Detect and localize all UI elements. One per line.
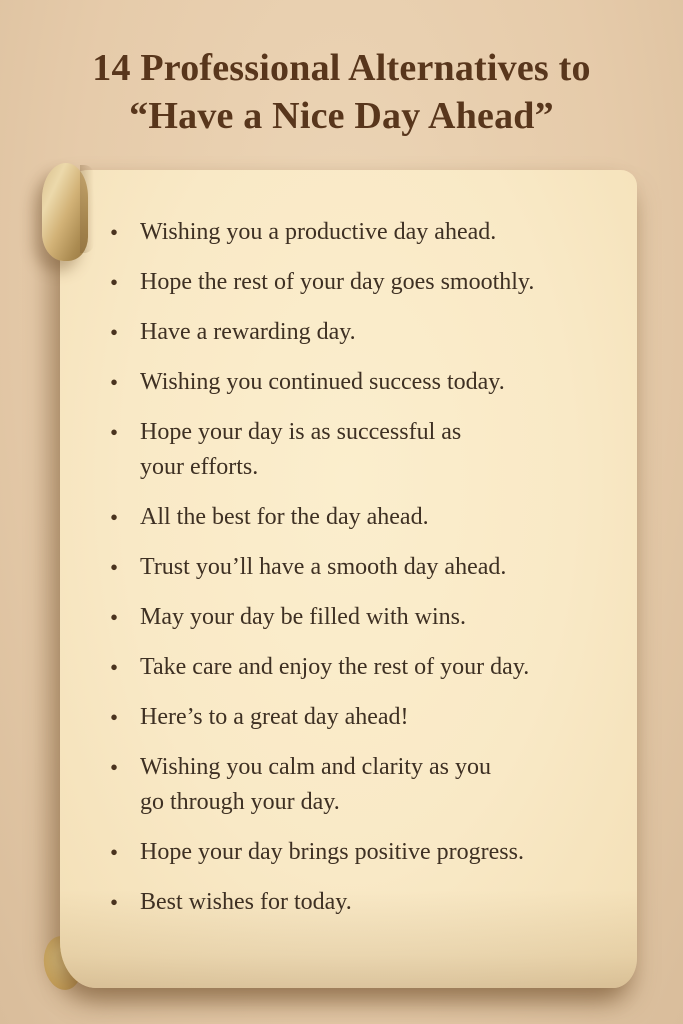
- list-item-text: Wishing you calm and clarity as you go through your day.: [140, 754, 491, 815]
- list-item: [110, 550, 631, 585]
- list-item: [110, 315, 631, 350]
- scroll-paper: [60, 170, 637, 988]
- list-item-text: Trust you’ll have a smooth day ahead.: [140, 554, 507, 580]
- list-item: [110, 835, 631, 870]
- bullet-icon: •: [110, 320, 119, 345]
- list-item: [110, 650, 631, 685]
- bullet-icon: •: [110, 505, 119, 530]
- list-item-text: Here’s to a great day ahead!: [140, 704, 409, 730]
- bullet-icon: •: [110, 890, 119, 915]
- page-title: [0, 44, 683, 140]
- bullet-icon: •: [110, 655, 119, 680]
- list-item: [110, 750, 631, 820]
- list-item: [110, 265, 631, 300]
- list-item: [110, 600, 631, 635]
- list-item-text: All the best for the day ahead.: [140, 504, 429, 530]
- list-item: [110, 215, 631, 250]
- list-item-text: Best wishes for today.: [140, 889, 352, 915]
- list-item: [110, 500, 631, 535]
- list-item: [110, 885, 631, 920]
- list-item-text: Wishing you continued success today.: [140, 369, 505, 395]
- list-item-text: Hope your day is as successful as your efforts.: [140, 419, 462, 480]
- paper-curl-top-left: [42, 163, 88, 261]
- bullet-icon: •: [110, 370, 119, 395]
- bullet-icon: •: [110, 605, 119, 630]
- bullet-icon: •: [110, 840, 119, 865]
- paper-roll-end: [40, 934, 85, 993]
- bullet-icon: •: [110, 705, 119, 730]
- bullet-icon: •: [110, 755, 119, 780]
- page-title-line1: 14 Professional Alternatives to: [92, 47, 591, 89]
- list-item-text: Hope the rest of your day goes smoothly.: [140, 269, 535, 295]
- list-item-text: Have a rewarding day.: [140, 319, 356, 345]
- list-item-text: Take care and enjoy the rest of your day.: [140, 654, 530, 680]
- bullet-icon: •: [110, 220, 119, 245]
- bullet-icon: •: [110, 420, 119, 445]
- list-item-text: May your day be filled with wins.: [140, 604, 466, 630]
- bullet-icon: •: [110, 555, 119, 580]
- bullet-icon: •: [110, 270, 119, 295]
- list-item-text: Hope your day brings positive progress.: [140, 839, 524, 865]
- phrase-list: [60, 170, 637, 920]
- list-item-text: Wishing you a productive day ahead.: [140, 219, 497, 245]
- list-item: [110, 415, 631, 485]
- list-item: [110, 700, 631, 735]
- page-title-line2: “Have a Nice Day Ahead”: [129, 95, 554, 137]
- list-item: [110, 365, 631, 400]
